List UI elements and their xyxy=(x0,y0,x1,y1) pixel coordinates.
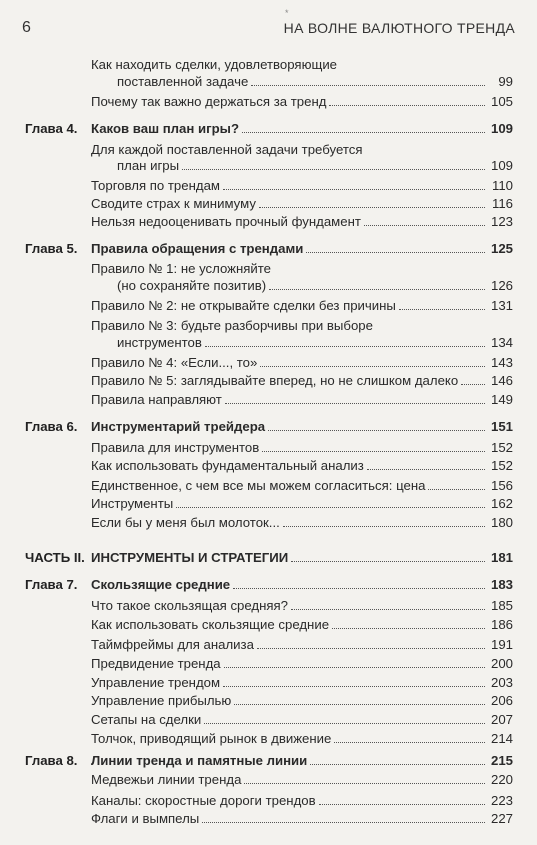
toc-entry-row xyxy=(0,157,537,175)
toc-page-number: 131 xyxy=(490,298,513,313)
toc-page-number: 110 xyxy=(491,178,513,193)
toc-entry-row xyxy=(0,477,537,495)
toc-entry-title: Инструментарий трейдера xyxy=(91,418,268,436)
toc-page-number: 186 xyxy=(490,617,513,632)
toc-entry-row xyxy=(0,56,537,74)
toc-page-number: 191 xyxy=(490,637,513,652)
toc-entry-title: Каналы: скоростные дороги трендов xyxy=(91,792,319,810)
toc-page-number: 183 xyxy=(490,577,513,592)
toc-entry-title: Медвежьи линии тренда xyxy=(91,771,244,789)
toc-entry-title: Как находить сделки, удовлетворяющие xyxy=(91,57,338,72)
toc-entry-title: Нельзя недооценивать прочный фундамент xyxy=(91,213,364,231)
toc-page-number: 227 xyxy=(490,811,513,826)
toc-entry-row xyxy=(0,810,537,828)
dot-leader xyxy=(306,252,485,253)
dot-leader xyxy=(223,686,485,687)
toc-page-number: 123 xyxy=(490,214,513,229)
toc-entry-title: Правило № 4: «Если..., то» xyxy=(91,354,260,372)
toc-entry-row xyxy=(0,597,537,615)
toc-entry-title: ИНСТРУМЕНТЫ И СТРАТЕГИИ xyxy=(91,549,291,567)
toc-page-number: 149 xyxy=(490,392,513,407)
toc-page-number: 105 xyxy=(490,94,513,109)
toc-entry-title: Правило № 1: не усложняйте xyxy=(91,261,272,276)
toc-page-number: 151 xyxy=(490,419,513,434)
toc-entry-title: Единственное, с чем все мы можем согласиться: цена xyxy=(91,477,428,495)
toc-entry-row xyxy=(0,514,537,532)
dot-leader xyxy=(329,105,485,106)
toc-page-number: 206 xyxy=(490,693,513,708)
dot-leader xyxy=(291,609,485,610)
toc-page-number: 162 xyxy=(490,496,513,511)
toc-entry-title: инструментов xyxy=(117,334,205,352)
dot-leader xyxy=(332,628,485,629)
toc-entry-row xyxy=(0,636,537,654)
dot-leader xyxy=(225,403,485,404)
dot-leader xyxy=(461,384,485,385)
toc-entry-row xyxy=(0,73,537,91)
toc-entry-row xyxy=(0,655,537,673)
toc-entry-row xyxy=(0,334,537,352)
toc-page-number: 109 xyxy=(490,158,513,173)
page-number: 6 xyxy=(22,19,31,36)
dot-leader xyxy=(262,451,485,452)
toc-page-number: 156 xyxy=(490,478,513,493)
dot-leader xyxy=(367,469,485,470)
toc-entry-title: Предвидение тренда xyxy=(91,655,224,673)
toc-page-number: 116 xyxy=(491,196,513,211)
dot-leader xyxy=(244,783,485,784)
dot-leader xyxy=(176,507,485,508)
toc-page-number: 125 xyxy=(490,241,513,256)
toc-entry-row xyxy=(0,771,537,789)
dot-leader xyxy=(364,225,485,226)
toc-entry-row xyxy=(0,439,537,457)
toc-chapter-label: Глава 4. xyxy=(25,121,78,136)
toc-page-number: 200 xyxy=(490,656,513,671)
dot-leader xyxy=(182,169,485,170)
toc-entry-title: Почему так важно держаться за тренд xyxy=(91,93,329,111)
toc-chapter-label: Глава 6. xyxy=(25,419,78,434)
toc-entry-row xyxy=(0,730,537,748)
toc-page-number: 223 xyxy=(490,793,513,808)
toc-entry-title: Как использовать скользящие средние xyxy=(91,616,332,634)
dot-leader xyxy=(257,648,485,649)
toc-entry-row xyxy=(0,457,537,475)
toc-page-number: 207 xyxy=(490,712,513,727)
toc-chapter-label: Глава 8. xyxy=(25,753,78,768)
toc-entry-title: Таймфреймы для анализа xyxy=(91,636,257,654)
toc-page-number: 180 xyxy=(490,515,513,530)
toc-entry-row xyxy=(0,277,537,295)
toc-chapter-label: Глава 5. xyxy=(25,241,78,256)
toc-page-number: 152 xyxy=(490,458,513,473)
toc-heading-row xyxy=(0,240,537,258)
dot-leader xyxy=(259,207,485,208)
dot-leader xyxy=(399,309,485,310)
dot-leader xyxy=(268,430,485,431)
toc-entry-row xyxy=(0,692,537,710)
toc-entry-title: (но сохраняйте позитив) xyxy=(117,277,269,295)
dot-leader xyxy=(202,822,485,823)
toc-entry-title: план игры xyxy=(117,157,182,175)
toc-entry-title: Для каждой поставленной задачи требуется xyxy=(91,142,363,157)
toc-page-number: 143 xyxy=(490,355,513,370)
toc-entry-row xyxy=(0,495,537,513)
toc-chapter-label: Глава 7. xyxy=(25,577,78,592)
toc-entry-title: Правила для инструментов xyxy=(91,439,262,457)
dot-leader xyxy=(283,526,485,527)
page-header xyxy=(22,16,515,40)
dot-leader xyxy=(291,561,485,562)
toc-entry-row xyxy=(0,372,537,390)
toc-entry-title: Сводите страх к минимуму xyxy=(91,195,259,213)
toc-entry-row xyxy=(0,354,537,372)
dot-leader xyxy=(205,346,485,347)
toc-entry-title: Что такое скользящая средняя? xyxy=(91,597,291,615)
toc-page-number: 146 xyxy=(490,373,513,388)
toc-entry-title: Управление трендом xyxy=(91,674,223,692)
toc-entry-row xyxy=(0,317,537,335)
toc-entry-title: Правила обращения с трендами xyxy=(91,240,306,258)
toc-entry-title: Правило № 5: заглядывайте вперед, но не слишком далеко xyxy=(91,372,461,390)
toc-entry-row xyxy=(0,177,537,195)
toc-entry-title: Если бы у меня был молоток... xyxy=(91,514,283,532)
toc-heading-row xyxy=(0,418,537,436)
toc-entry-title: Правило № 2: не открывайте сделки без причины xyxy=(91,297,399,315)
toc-entry-row xyxy=(0,616,537,634)
toc-entry-row xyxy=(0,391,537,409)
toc-entry-row xyxy=(0,297,537,315)
toc-entry-title: Каков ваш план игры? xyxy=(91,120,242,138)
toc-entry-title: Инструменты xyxy=(91,495,176,513)
toc-entry-title: Скользящие средние xyxy=(91,576,233,594)
dot-leader xyxy=(428,489,485,490)
dot-leader xyxy=(233,588,485,589)
toc-entry-title: Линии тренда и памятные линии xyxy=(91,752,310,770)
dot-leader xyxy=(319,804,485,805)
toc-heading-row xyxy=(0,752,537,770)
toc-entry-title: Правило № 3: будьте разборчивы при выборе xyxy=(91,318,373,333)
toc-entry-row xyxy=(0,195,537,213)
print-mark: * xyxy=(285,8,289,18)
toc-entry-title: Управление прибылью xyxy=(91,692,234,710)
toc-entry-row xyxy=(0,792,537,810)
toc-entry-title: Торговля по трендам xyxy=(91,177,223,195)
toc-entry-row xyxy=(0,213,537,231)
toc-entry-row xyxy=(0,93,537,111)
dot-leader xyxy=(224,667,485,668)
toc-heading-row xyxy=(0,576,537,594)
toc-entry-title: поставленной задаче xyxy=(117,73,251,91)
dot-leader xyxy=(310,764,485,765)
toc-page-number: 215 xyxy=(490,753,513,768)
dot-leader xyxy=(334,742,485,743)
running-title: НА ВОЛНЕ ВАЛЮТНОГО ТРЕНДА xyxy=(283,20,515,36)
toc-page-number: 109 xyxy=(490,121,513,136)
dot-leader xyxy=(242,132,485,133)
toc-entry-title: Правила направляют xyxy=(91,391,225,409)
toc-entry-row xyxy=(0,260,537,278)
toc-page-number: 99 xyxy=(498,74,513,89)
toc-entry-row xyxy=(0,711,537,729)
toc-page-number: 181 xyxy=(490,550,513,565)
toc-entry-title: Флаги и вымпелы xyxy=(91,810,202,828)
toc-page-number: 203 xyxy=(490,675,513,690)
dot-leader xyxy=(269,289,485,290)
toc-entry-title: Толчок, приводящий рынок в движение xyxy=(91,730,334,748)
toc-page-number: 126 xyxy=(490,278,513,293)
toc-page-number: 185 xyxy=(490,598,513,613)
dot-leader xyxy=(204,723,485,724)
toc-entry-title: Как использовать фундаментальный анализ xyxy=(91,457,367,475)
toc-page-number: 214 xyxy=(490,731,513,746)
dot-leader xyxy=(223,189,485,190)
toc-page-number: 152 xyxy=(490,440,513,455)
dot-leader xyxy=(260,366,485,367)
toc-entry-row xyxy=(0,674,537,692)
toc-heading-row xyxy=(0,120,537,138)
dot-leader xyxy=(251,85,485,86)
toc-entry-title: Сетапы на сделки xyxy=(91,711,204,729)
dot-leader xyxy=(234,704,485,705)
toc-page-number: 220 xyxy=(490,772,513,787)
toc-chapter-label: ЧАСТЬ II. xyxy=(25,550,85,565)
toc-heading-row xyxy=(0,549,537,567)
toc-page-number: 134 xyxy=(490,335,513,350)
